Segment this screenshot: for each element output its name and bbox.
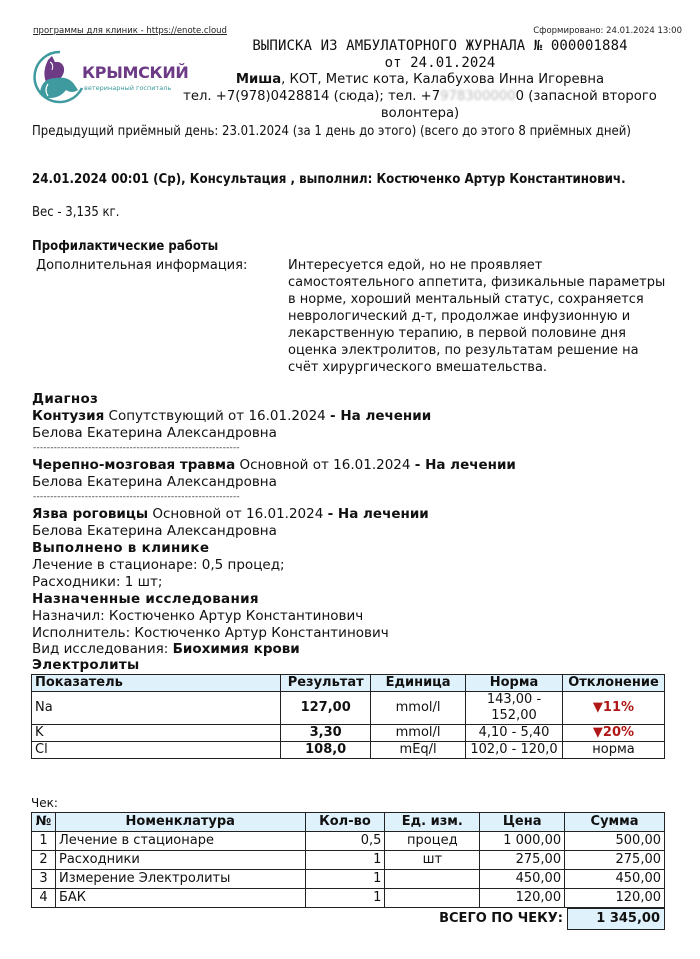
lab-header-norm: Норма (466, 675, 563, 692)
lab-norm: 4,10 - 5,40 (466, 725, 563, 742)
check-unit: шт (385, 851, 480, 870)
diagnosis-item (32, 408, 431, 425)
check-row (32, 870, 665, 889)
prophylaxis-title: Профилактические работы (32, 239, 219, 254)
lab-row (32, 692, 665, 725)
check-name: Измерение Электролиты (55, 870, 305, 889)
pet-name: Миша (235, 72, 282, 87)
diagnosis-status: - На лечении (414, 457, 516, 473)
research-type-value: Биохимия крови (172, 641, 300, 657)
lab-header-unit: Единица (371, 675, 466, 692)
check-sum: 500,00 (565, 832, 665, 851)
additional-info-label: Дополнительная информация: (36, 258, 248, 273)
research-performer: Исполнитель: Костюченко Артур Константинович (32, 625, 389, 641)
visit-heading: 24.01.2024 00:01 (Ср), Консультация , выполнил: Костюченко Артур Константинович. (32, 172, 626, 187)
check-row (32, 889, 665, 908)
title-line-1: ВЫПИСКА ИЗ АМБУЛАТОРНОГО ЖУРНАЛА № 000001884 (252, 38, 628, 54)
lab-deviation: норма (562, 742, 664, 759)
check-total-label: ВСЕГО ПО ЧЕКУ: (439, 911, 563, 926)
phone-secondary-tail: 0 (запасной второго (515, 89, 657, 104)
check-name: Лечение в стационаре (55, 832, 305, 851)
check-total-value: 1 345,00 (567, 908, 665, 930)
phone-masked: 978300000 (440, 89, 516, 104)
check-row (32, 851, 665, 870)
research-group: Электролиты (32, 657, 140, 673)
check-price: 1 000,00 (480, 832, 565, 851)
lab-row (32, 725, 665, 742)
check-table (31, 812, 665, 908)
check-number: 3 (32, 870, 56, 889)
cat-dog-logo-icon (30, 48, 86, 106)
pet-info: , КОТ, Метис кота, Калабухова Инна Игоревна (281, 72, 605, 87)
diagnosis-type: Сопутствующий от 16.01.2024 (104, 408, 331, 424)
lab-deviation: ▼11% (562, 692, 664, 725)
diagnosis-item (32, 457, 516, 474)
check-name: БАК (55, 889, 305, 908)
diagnosis-doctor: Белова Екатерина Александровна (32, 425, 277, 441)
diagnosis-separator: ------------------------------------------------------------ (33, 443, 240, 453)
diagnosis-status: - На лечении (327, 506, 429, 522)
diagnosis-name: Контузия (32, 408, 105, 424)
check-sum: 120,00 (565, 889, 665, 908)
title-line-2: от 24.01.2024 (384, 55, 496, 71)
done-line: Расходники: 1 шт; (32, 574, 163, 590)
check-sum: 275,00 (565, 851, 665, 870)
check-number: 4 (32, 889, 56, 908)
check-header-qty: Кол-во (305, 813, 385, 832)
check-name: Расходники (55, 851, 305, 870)
research-type-label: Вид исследования: (32, 641, 173, 657)
check-qty: 0,5 (305, 832, 385, 851)
check-header-sum: Сумма (565, 813, 665, 832)
check-price: 450,00 (480, 870, 565, 889)
weight: Вес - 3,135 кг. (32, 205, 120, 220)
check-header-price: Цена (480, 813, 565, 832)
check-header-name: Номенклатура (55, 813, 305, 832)
lab-header-param: Показатель (32, 675, 281, 692)
document-title (190, 38, 690, 72)
logo-subtitle: ветеринарный госпиталь (84, 84, 172, 92)
lab-norm: 143,00 - 152,00 (466, 692, 563, 725)
lab-result: 127,00 (281, 692, 371, 725)
done-line: Лечение в стационаре: 0,5 процед; (32, 557, 285, 573)
check-header-row (32, 813, 665, 832)
check-sum: 450,00 (565, 870, 665, 889)
diagnosis-title: Диагноз (32, 391, 99, 407)
lab-param: K (32, 725, 281, 742)
logo-name: КРЫМСКИЙ (82, 63, 189, 82)
diagnosis-doctor: Белова Екатерина Александровна (32, 523, 277, 539)
diagnosis-separator: ------------------------------------------------------------ (33, 492, 240, 502)
diagnosis-type: Основной от 16.01.2024 (148, 506, 328, 522)
research-type (32, 641, 300, 658)
check-qty: 1 (305, 851, 385, 870)
lab-unit: mmol/l (371, 725, 466, 742)
lab-deviation: ▼20% (562, 725, 664, 742)
check-unit (385, 889, 480, 908)
check-header-unit: Ед. изм. (385, 813, 480, 832)
lab-header-result: Результат (281, 675, 371, 692)
enote-link[interactable]: программы для клиник - https://enote.cloud (33, 26, 227, 36)
lab-param: Na (32, 692, 281, 725)
check-qty: 1 (305, 889, 385, 908)
check-number: 1 (32, 832, 56, 851)
check-price: 120,00 (480, 889, 565, 908)
lab-results-table (31, 674, 665, 759)
check-header-number: № (32, 813, 56, 832)
diagnosis-name: Черепно-мозговая травма (32, 457, 236, 473)
done-title: Выполнено в клинике (32, 540, 210, 556)
diagnosis-item (32, 506, 429, 523)
lab-header-deviation: Отклонение (562, 675, 664, 692)
lab-row (32, 742, 665, 759)
diagnosis-name: Язва роговицы (32, 506, 149, 522)
diagnosis-doctor: Белова Екатерина Александровна (32, 474, 277, 490)
check-price: 275,00 (480, 851, 565, 870)
additional-info-text: Интересуется едой, но не проявляет самостоятельного аппетита, физикальные параметры в норме, хороший ментальный статус, сохраняется неврологический д-т, продолжае инфузионную и лекарственную терапию, в первой половине дня оценка электролитов, по результатам решение на счёт хирургического вмешательства. (288, 258, 666, 375)
lab-result: 3,30 (281, 725, 371, 742)
lab-unit: mmol/l (371, 692, 466, 725)
check-unit: процед (385, 832, 480, 851)
lab-unit: mEq/l (371, 742, 466, 759)
check-qty: 1 (305, 870, 385, 889)
research-title: Назначенные исследования (32, 591, 259, 607)
lab-param: Cl (32, 742, 281, 759)
phone-primary: тел. +7(978)0428814 (сюда); тел. +7 (183, 89, 441, 104)
previous-visit: Предыдущий приёмный день: 23.01.2024 (за 1 день до этого) (всего до этого 8 приёмных дней) (32, 124, 631, 139)
lab-header-row (32, 675, 665, 692)
research-assigned: Назначил: Костюченко Артур Константинович (32, 608, 364, 624)
check-label: Чек: (31, 796, 58, 810)
lab-norm: 102,0 - 120,0 (466, 742, 563, 759)
phone-note: волонтера) (380, 106, 460, 121)
check-row (32, 832, 665, 851)
patient-owner-info (150, 71, 690, 122)
check-unit (385, 870, 480, 889)
lab-result: 108,0 (281, 742, 371, 759)
generated-timestamp: Сформировано: 24.01.2024 13:00 (533, 26, 682, 36)
diagnosis-type: Основной от 16.01.2024 (235, 457, 415, 473)
diagnosis-status: - На лечении (330, 408, 432, 424)
check-number: 2 (32, 851, 56, 870)
